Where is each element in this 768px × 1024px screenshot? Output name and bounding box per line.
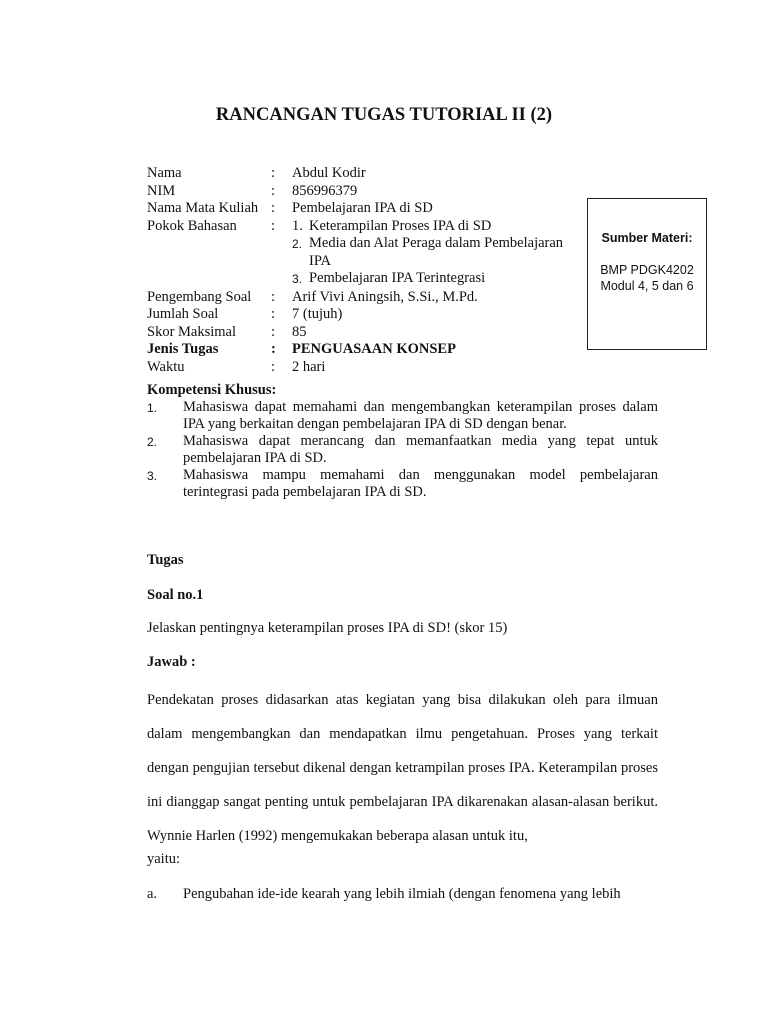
info-row-nim: [147, 183, 587, 201]
info-row-waktu: [147, 359, 587, 377]
list-item: [147, 399, 658, 433]
info-value: Arif Vivi Aningsih, S.Si., M.Pd.: [292, 288, 478, 305]
list-number: 3.: [292, 272, 303, 286]
document-title: RANCANGAN TUGAS TUTORIAL II (2): [215, 105, 553, 125]
info-separator: :: [271, 217, 276, 234]
info-value: Pembelajaran IPA di SD: [292, 200, 433, 216]
info-label: Nama: [147, 165, 182, 181]
soal-heading: Soal no.1: [147, 587, 204, 603]
list-number: 1.: [292, 217, 303, 234]
tugas-heading: Tugas: [147, 552, 184, 568]
list-text: Media dan Alat Peraga dalam Pembelajaran IPA: [309, 235, 564, 269]
kompetensi-list: [147, 399, 658, 501]
list-text: Mahasiswa mampu memahami dan menggunakan model pembelajaran terintegrasi pada pembelajaran IPA di SD.: [183, 467, 658, 500]
list-number: 3.: [147, 469, 158, 483]
sumber-materi-value: [588, 262, 706, 294]
info-separator: :: [271, 341, 276, 357]
answer-paragraph: Pendekatan proses didasarkan atas kegiatan yang bisa dilakukan oleh para ilmuan dalam mengembangkan dan mendapatkan ilmu pengetahuan. Proses yang terkait dengan pengujian tersebut dikenal dengan ketrampilan proses IPA. Keterampilan proses ini dianggap sangat penting untuk pembelajaran IPA dikarenakan alasan-alasan berikut. Wynnie Harlen (1992) mengemukakan beberapa alasan untuk itu,: [147, 692, 658, 844]
info-label: NIM: [147, 182, 176, 199]
kompetensi-section: [147, 382, 658, 501]
kompetensi-heading: Kompetensi Khusus:: [147, 382, 277, 398]
info-separator: :: [271, 288, 276, 305]
list-item: [147, 467, 658, 501]
list-number: a.: [147, 886, 158, 902]
sumber-materi-line: Modul 4, 5 dan 6: [600, 279, 694, 293]
info-label: Jumlah Soal: [147, 306, 219, 322]
list-item: [147, 433, 658, 467]
info-separator: :: [271, 165, 276, 181]
question-text: Jelaskan pentingnya keterampilan proses IPA di SD! (skor 15): [147, 620, 508, 636]
list-item: [292, 235, 587, 270]
sumber-materi-line: BMP PDGK4202: [600, 263, 694, 277]
info-label: Waktu: [147, 358, 185, 375]
sumber-materi-heading: Sumber Materi:: [601, 231, 693, 245]
info-row-skor: [147, 324, 587, 342]
list-item: [292, 218, 587, 236]
answer-paragraph-end: yaitu:: [147, 851, 181, 867]
list-text: Pembelajaran IPA Terintegrasi: [309, 270, 486, 286]
info-value: Abdul Kodir: [292, 165, 366, 181]
info-value: 85: [292, 323, 307, 340]
info-separator: :: [271, 200, 276, 216]
jawab-heading: Jawab :: [147, 654, 196, 670]
info-value: 2 hari: [292, 358, 326, 375]
info-value: 856996379: [292, 182, 358, 199]
info-separator: :: [271, 306, 276, 322]
list-text: Pengubahan ide-ide kearah yang lebih ilmiah (dengan fenomena yang lebih: [183, 886, 621, 902]
info-row-nama: [147, 165, 587, 183]
info-separator: :: [271, 358, 276, 375]
info-separator: :: [271, 323, 276, 340]
info-row-pengembang: [147, 289, 587, 307]
info-block: [147, 165, 587, 376]
list-item: [292, 270, 587, 289]
info-value: [292, 218, 587, 289]
info-label: Pengembang Soal: [147, 288, 252, 305]
info-value: 7 (tujuh): [292, 306, 343, 322]
info-separator: :: [271, 182, 276, 199]
info-row-jumlah-soal: [147, 306, 587, 324]
list-number: 2.: [292, 237, 303, 251]
info-label: Nama Mata Kuliah: [147, 200, 259, 216]
info-value: PENGUASAAN KONSEP: [292, 341, 456, 357]
list-text: Mahasiswa dapat merancang dan memanfaatkan media yang tepat untuk pembelajaran IPA di SD.: [183, 433, 658, 466]
list-number: 2.: [147, 435, 158, 449]
info-row-pokok-bahasan: [147, 218, 587, 289]
sumber-materi-box: [587, 198, 707, 350]
info-label: Pokok Bahasan: [147, 217, 237, 234]
pokok-bahasan-list: [292, 218, 587, 289]
list-number: 1.: [147, 401, 158, 415]
list-text: Keterampilan Proses IPA di SD: [309, 217, 492, 234]
info-label: Skor Maksimal: [147, 323, 237, 340]
info-row-jenis-tugas: [147, 341, 587, 359]
list-item: [147, 886, 658, 903]
list-text: Mahasiswa dapat memahami dan mengembangkan keterampilan proses dalam IPA yang berkaitan dengan pembelajaran IPA di SD dengan benar.: [183, 399, 658, 432]
info-row-mata-kuliah: [147, 200, 587, 218]
info-label: Jenis Tugas: [147, 341, 219, 357]
